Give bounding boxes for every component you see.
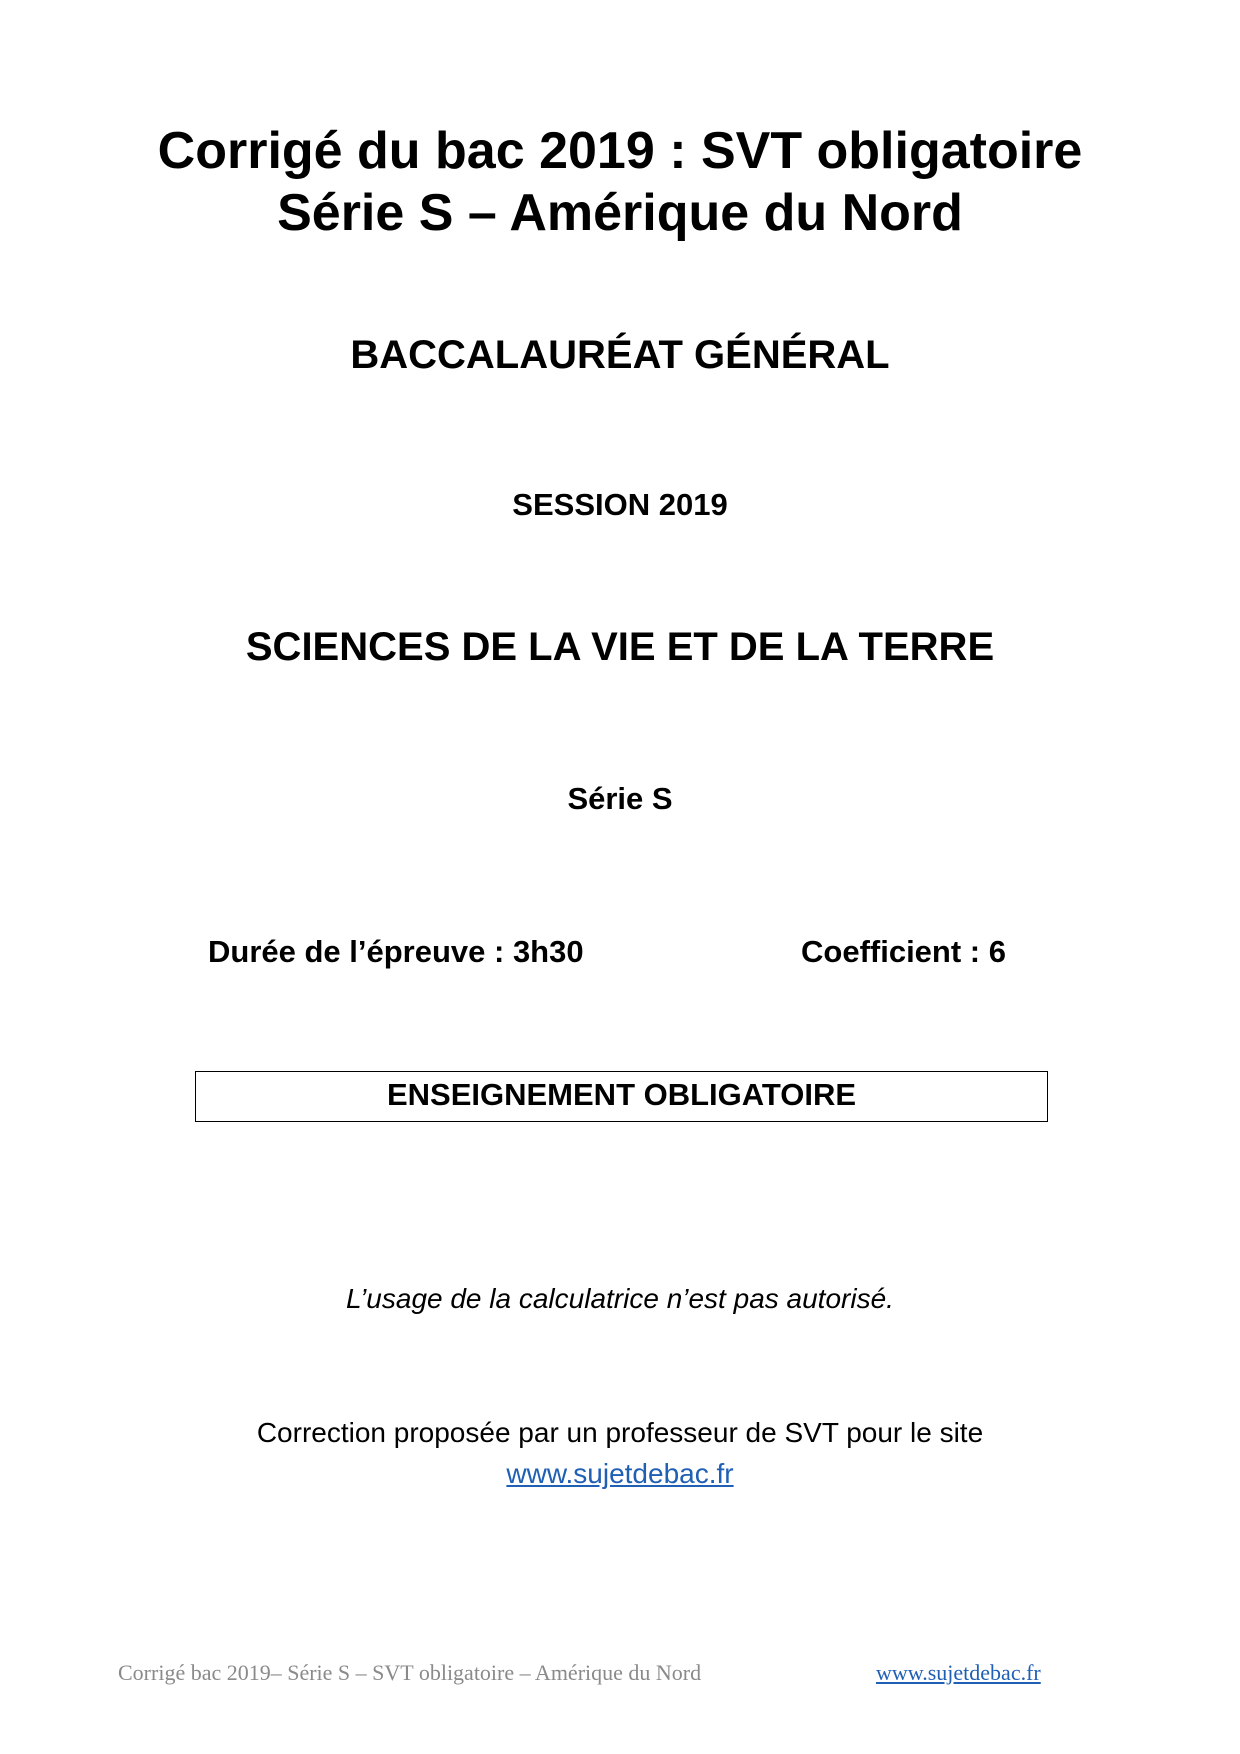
serie-label: Série S [567,781,673,816]
credit-text: Correction proposée par un professeur de SVT pour le site [256,1417,984,1448]
session-label: SESSION 2019 [512,487,728,522]
title-line-2: Série S – Amérique du Nord [277,184,963,242]
subject-heading: SCIENCES DE LA VIE ET DE LA TERRE [245,625,995,669]
teaching-box: ENSEIGNEMENT OBLIGATOIRE [195,1071,1048,1122]
credit-link[interactable]: www.sujetdebac.fr [506,1458,734,1489]
calculator-note: L’usage de la calculatrice n’est pas autorisé. [346,1283,894,1314]
footer-text: Corrigé bac 2019– Série S – SVT obligatoire – Amérique du Nord [118,1660,702,1685]
footer-link[interactable]: www.sujetdebac.fr [876,1660,1041,1685]
title-line-1: Corrigé du bac 2019 : SVT obligatoire [157,122,1083,180]
exam-heading: BACCALAURÉAT GÉNÉRAL [350,333,890,377]
coefficient-label: Coefficient : 6 [801,934,1006,969]
credit-link-line [0,1456,1240,1492]
duration-label: Durée de l’épreuve : 3h30 [208,934,584,969]
